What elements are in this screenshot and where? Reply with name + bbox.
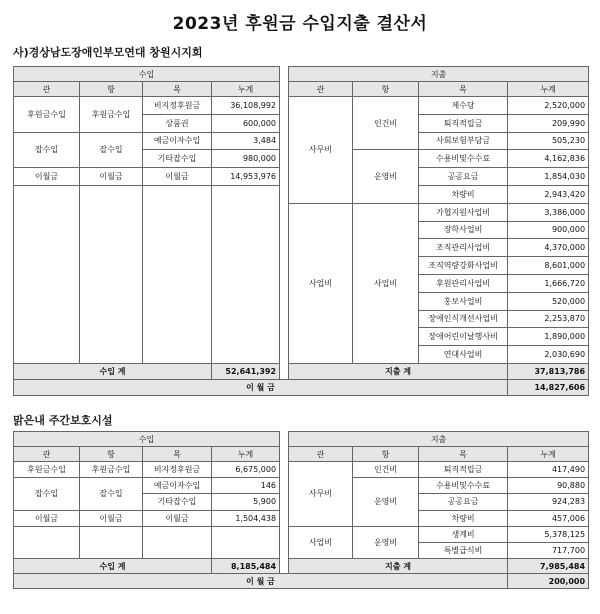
expense-total-label: 지출 계	[289, 363, 508, 379]
income-mok-cell: 이월금	[143, 168, 212, 186]
org2-section-title: 맑은내 주간보호시설	[13, 414, 113, 427]
expense-col-hang: 항	[353, 82, 419, 97]
expense-header: 지출	[289, 432, 589, 447]
expense-gwan-cell: 사업비	[289, 526, 353, 558]
income-col-mok: 목	[143, 82, 212, 97]
expense-mok-cell: 후원관리사업비	[419, 274, 508, 292]
income-header: 수입	[14, 432, 280, 447]
expense-hang-cell: 인건비	[353, 462, 419, 478]
expense-mok-cell: 수용비및수수료	[419, 478, 508, 494]
income-hang-cell: 잡수입	[80, 132, 143, 168]
page-title: 2023년 후원금 수입지출 결산서	[172, 14, 428, 34]
expense-mok-cell: 퇴직적립금	[419, 114, 508, 132]
expense-amount-cell: 2,520,000	[508, 97, 589, 115]
column-gap	[280, 67, 289, 82]
expense-hang-cell: 운영비	[353, 150, 419, 203]
carryover-value: 14,827,606	[508, 379, 589, 395]
expense-amount-cell: 90,880	[508, 478, 589, 494]
expense-mok-cell: 특별급식비	[419, 542, 508, 558]
income-mok-cell: 이월금	[143, 510, 212, 526]
expense-mok-cell: 장애어린이날행사비	[419, 328, 508, 346]
expense-col-total: 누계	[508, 82, 589, 97]
income-amount-cell: 36,108,992	[212, 97, 280, 115]
expense-amount-cell: 2,943,420	[508, 185, 589, 203]
income-mok-cell: 예금이자수입	[143, 478, 212, 494]
income-gwan-cell: 이월금	[14, 510, 80, 526]
income-col-gwan: 관	[14, 447, 80, 462]
income-gwan-cell: 후원금수입	[14, 97, 80, 133]
income-blank-cell	[80, 185, 143, 363]
income-hang-cell: 이월금	[80, 168, 143, 186]
income-total-value: 8,185,484	[212, 559, 280, 574]
expense-mok-cell: 퇴직적립금	[419, 462, 508, 478]
expense-amount-cell: 520,000	[508, 292, 589, 310]
income-hang-cell: 잡수입	[80, 478, 143, 510]
expense-amount-cell: 457,006	[508, 510, 589, 526]
expense-gwan-cell: 사무비	[289, 97, 353, 204]
expense-header: 지출	[289, 67, 589, 82]
income-gwan-cell: 이월금	[14, 168, 80, 186]
expense-amount-cell: 1,854,030	[508, 168, 589, 186]
income-col-gwan: 관	[14, 82, 80, 97]
org1-section-title: 사)경상남도장애인부모연대 창원시지회	[13, 46, 203, 59]
org2-ledger-table	[13, 431, 589, 589]
income-col-hang: 항	[80, 447, 143, 462]
income-mok-cell: 기타잡수입	[143, 150, 212, 168]
expense-amount-cell: 924,283	[508, 494, 589, 510]
income-blank-cell	[80, 526, 143, 558]
income-gwan-cell: 잡수입	[14, 478, 80, 510]
income-col-mok: 목	[143, 447, 212, 462]
expense-amount-cell: 3,386,000	[508, 203, 589, 221]
income-blank-cell	[14, 185, 80, 363]
expense-mok-cell: 가협지원사업비	[419, 203, 508, 221]
income-col-total: 누계	[212, 447, 280, 462]
expense-col-hang: 항	[353, 447, 419, 462]
expense-amount-cell: 417,490	[508, 462, 589, 478]
expense-mok-cell: 조직관리사업비	[419, 239, 508, 257]
expense-amount-cell: 1,890,000	[508, 328, 589, 346]
expense-total-value: 7,985,484	[508, 559, 589, 574]
income-amount-cell: 5,900	[212, 494, 280, 510]
expense-gwan-cell: 사업비	[289, 203, 353, 363]
income-mok-cell: 예금이자수입	[143, 132, 212, 150]
expense-total-label: 지출 계	[289, 559, 508, 574]
column-gap	[280, 82, 289, 97]
table-row	[14, 526, 589, 542]
income-mok-cell: 비지정후원금	[143, 97, 212, 115]
income-amount-cell: 3,484	[212, 132, 280, 150]
income-hang-cell: 후원금수입	[80, 97, 143, 133]
carryover-label: 이 월 금	[14, 574, 508, 589]
income-hang-cell: 이월금	[80, 510, 143, 526]
expense-total-value: 37,813,786	[508, 363, 589, 379]
income-amount-cell: 980,000	[212, 150, 280, 168]
income-amount-cell: 146	[212, 478, 280, 494]
expense-amount-cell: 505,230	[508, 132, 589, 150]
expense-mok-cell: 공공요금	[419, 168, 508, 186]
income-blank-cell	[143, 185, 212, 363]
column-gap	[280, 97, 289, 364]
table-row	[14, 97, 589, 115]
table-row	[14, 462, 589, 478]
expense-mok-cell: 홍보사업비	[419, 292, 508, 310]
income-gwan-cell: 잡수입	[14, 132, 80, 168]
income-gwan-cell: 후원금수입	[14, 462, 80, 478]
income-mok-cell: 기타잡수입	[143, 494, 212, 510]
expense-amount-cell: 4,162,836	[508, 150, 589, 168]
income-mok-cell: 상품권	[143, 114, 212, 132]
expense-mok-cell: 제수당	[419, 97, 508, 115]
income-blank-cell	[14, 526, 80, 558]
expense-amount-cell: 900,000	[508, 221, 589, 239]
column-gap	[280, 559, 289, 574]
expense-mok-cell: 연대사업비	[419, 346, 508, 364]
expense-mok-cell: 사회보험부담금	[419, 132, 508, 150]
income-header: 수입	[14, 67, 280, 82]
expense-hang-cell: 사업비	[353, 203, 419, 363]
column-gap	[280, 447, 289, 462]
expense-amount-cell: 717,700	[508, 542, 589, 558]
expense-hang-cell: 인건비	[353, 97, 419, 150]
income-amount-cell: 6,675,000	[212, 462, 280, 478]
expense-amount-cell: 2,253,870	[508, 310, 589, 328]
income-col-total: 누계	[212, 82, 280, 97]
column-gap	[280, 462, 289, 559]
column-gap	[280, 363, 289, 379]
expense-mok-cell: 수용비및수수료	[419, 150, 508, 168]
expense-mok-cell: 공공요금	[419, 494, 508, 510]
carryover-label: 이 월 금	[14, 379, 508, 395]
expense-gwan-cell: 사무비	[289, 462, 353, 527]
expense-mok-cell: 차량비	[419, 510, 508, 526]
expense-col-gwan: 관	[289, 82, 353, 97]
income-blank-cell	[212, 526, 280, 558]
expense-mok-cell: 장학사업비	[419, 221, 508, 239]
income-amount-cell: 1,504,438	[212, 510, 280, 526]
expense-mok-cell: 장애인식개선사업비	[419, 310, 508, 328]
expense-col-gwan: 관	[289, 447, 353, 462]
expense-amount-cell: 2,030,690	[508, 346, 589, 364]
column-gap	[280, 432, 289, 447]
income-mok-cell: 비지정후원금	[143, 462, 212, 478]
income-col-hang: 항	[80, 82, 143, 97]
income-blank-cell	[212, 185, 280, 363]
expense-mok-cell: 조직역량강화사업비	[419, 257, 508, 275]
expense-amount-cell: 1,666,720	[508, 274, 589, 292]
income-amount-cell: 14,953,976	[212, 168, 280, 186]
expense-amount-cell: 8,601,000	[508, 257, 589, 275]
expense-mok-cell: 생계비	[419, 526, 508, 542]
carryover-value: 200,000	[508, 574, 589, 589]
expense-col-mok: 목	[419, 82, 508, 97]
expense-col-total: 누계	[508, 447, 589, 462]
expense-col-mok: 목	[419, 447, 508, 462]
expense-hang-cell: 운영비	[353, 526, 419, 558]
expense-mok-cell: 차량비	[419, 185, 508, 203]
org1-ledger-table	[13, 66, 589, 396]
income-total-label: 수입 계	[14, 559, 212, 574]
expense-hang-cell: 운영비	[353, 478, 419, 527]
income-amount-cell: 600,000	[212, 114, 280, 132]
income-blank-cell	[143, 526, 212, 558]
expense-amount-cell: 209,990	[508, 114, 589, 132]
expense-amount-cell: 4,370,000	[508, 239, 589, 257]
expense-amount-cell: 5,378,125	[508, 526, 589, 542]
income-total-value: 52,641,392	[212, 363, 280, 379]
income-hang-cell: 후원금수입	[80, 462, 143, 478]
income-total-label: 수입 계	[14, 363, 212, 379]
